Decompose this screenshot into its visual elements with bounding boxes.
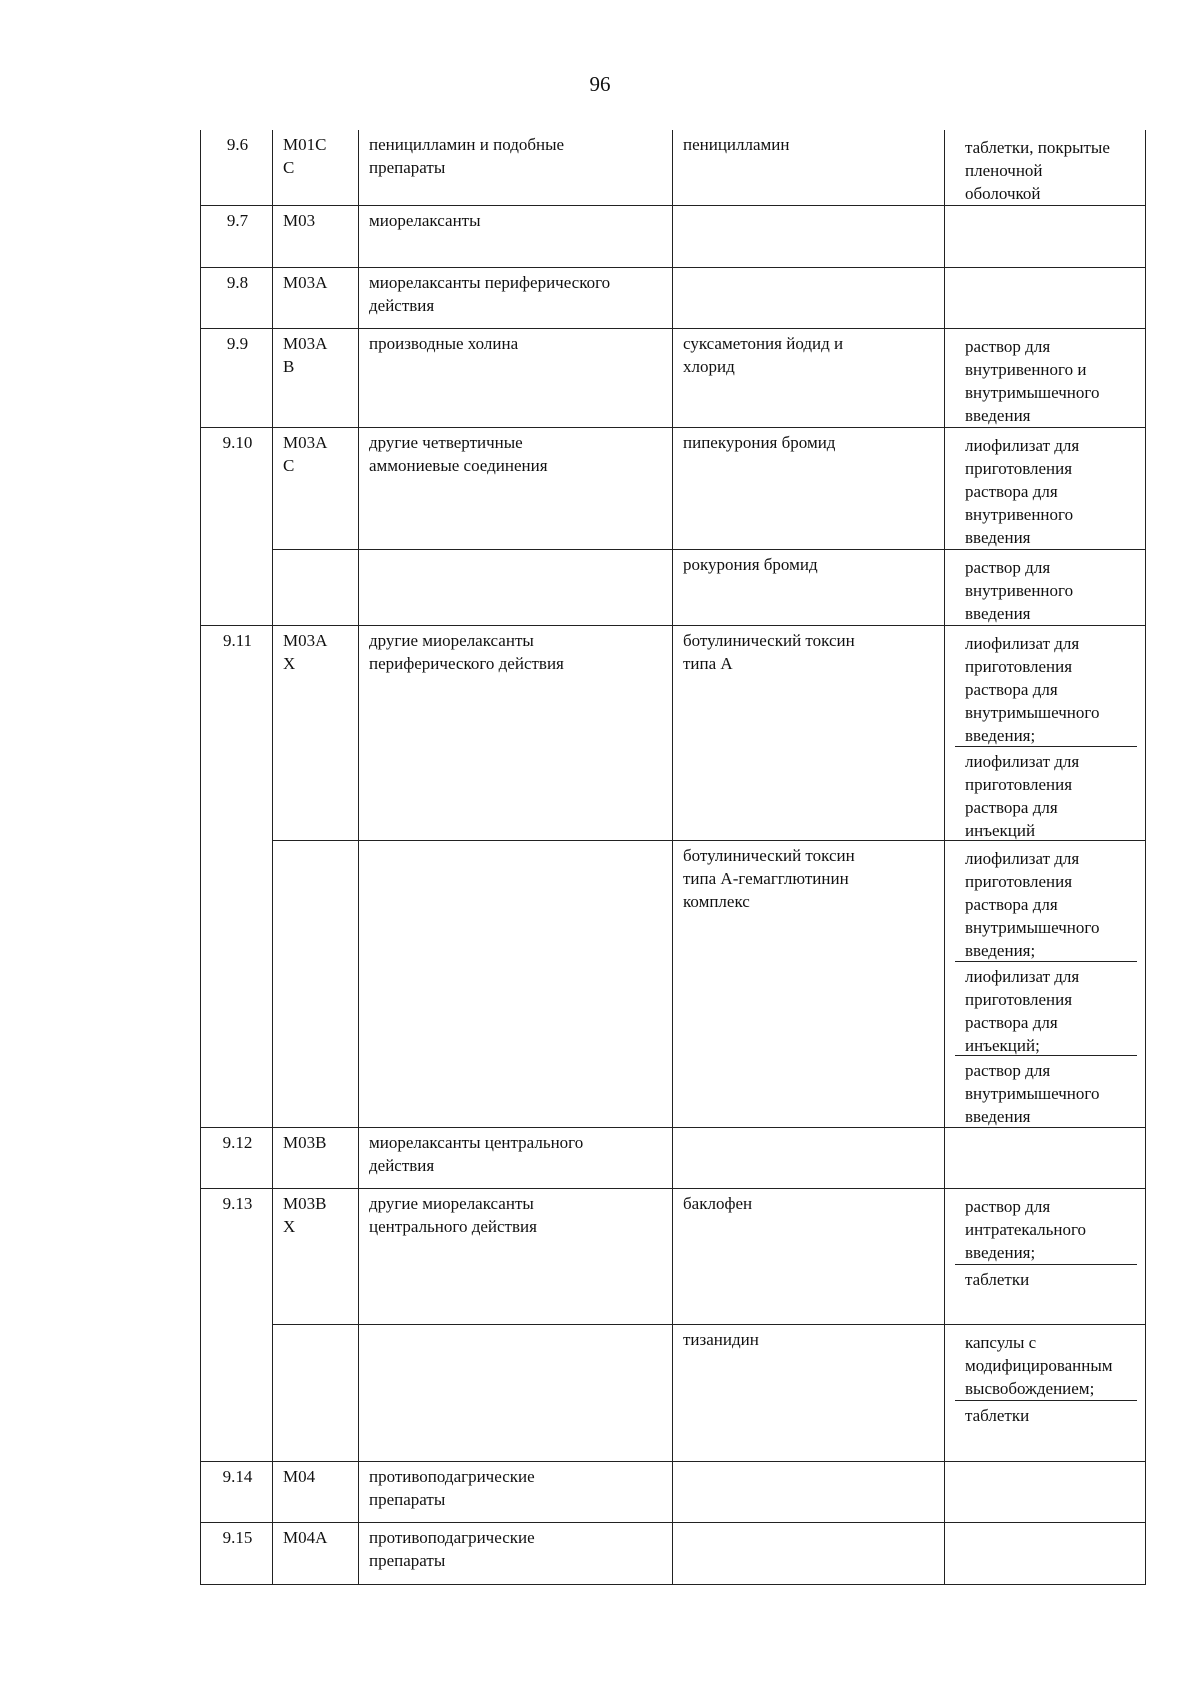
table-row (201, 1128, 1146, 1189)
atc-code: M03A B (273, 329, 359, 428)
dosage-form: таблетки (955, 1264, 1137, 1324)
dosage-form: лиофилизат для приготовления раствора для инъекций; (955, 961, 1137, 1055)
group-name (359, 1325, 673, 1462)
table-row (201, 1189, 1146, 1325)
row-number: 9.14 (201, 1462, 273, 1523)
table-row (201, 428, 1146, 550)
dosage-forms (945, 1523, 1146, 1585)
dosage-forms (945, 206, 1146, 268)
drug-name (673, 1128, 945, 1189)
table-row (201, 550, 1146, 626)
table-row (201, 206, 1146, 268)
dosage-form: раствор для внутривенного введения (965, 558, 1074, 623)
atc-code: M04 (273, 1462, 359, 1523)
atc-code: M01C C (273, 130, 359, 206)
page-number: 96 (589, 72, 611, 96)
dosage-form: таблетки (955, 1400, 1137, 1461)
group-name: миорелаксанты центрального действия (359, 1128, 673, 1189)
row-number: 9.13 (201, 1189, 273, 1462)
drug-name (673, 1523, 945, 1585)
atc-code: M03A X (273, 626, 359, 841)
row-number: 9.9 (201, 329, 273, 428)
drug-name: баклофен (673, 1189, 945, 1325)
dosage-form (955, 209, 1137, 212)
dosage-form: капсулы с модифицированным высвобождением; (965, 1333, 1113, 1398)
atc-code: M03 (273, 206, 359, 268)
dosage-forms (945, 1325, 1146, 1462)
dosage-form: лиофилизат для приготовления раствора для внутримышечного введения; (965, 634, 1100, 745)
group-name: другие миорелаксанты центрального действия (359, 1189, 673, 1325)
atc-code: M03A (273, 268, 359, 329)
dosage-form: раствор для внутримышечного введения (955, 1055, 1137, 1127)
atc-code (273, 550, 359, 626)
table-row (201, 1325, 1146, 1462)
table-row (201, 841, 1146, 1128)
dosage-form: раствор для внутривенного и внутримышечного введения (965, 337, 1100, 425)
dosage-forms (945, 550, 1146, 626)
group-name: другие четвертичные аммониевые соединения (359, 428, 673, 550)
drug-name (673, 1462, 945, 1523)
row-number: 9.15 (201, 1523, 273, 1585)
table-row (201, 1523, 1146, 1585)
table-row (201, 268, 1146, 329)
dosage-forms (945, 268, 1146, 329)
dosage-form (955, 1526, 1137, 1529)
row-number: 9.6 (201, 130, 273, 206)
drug-name: суксаметония йодид и хлорид (673, 329, 945, 428)
atc-code: M03B X (273, 1189, 359, 1325)
drug-name: пеницилламин (673, 130, 945, 206)
dosage-forms (945, 1462, 1146, 1523)
table-row (201, 329, 1146, 428)
row-number: 9.10 (201, 428, 273, 626)
drug-name (673, 206, 945, 268)
drug-name: пипекурония бромид (673, 428, 945, 550)
group-name: противоподагрические препараты (359, 1523, 673, 1585)
row-number: 9.7 (201, 206, 273, 268)
dosage-form: таблетки, покрытые пленочной оболочкой (965, 138, 1110, 203)
dosage-form: раствор для интратекального введения; (965, 1197, 1086, 1262)
group-name: миорелаксанты периферического действия (359, 268, 673, 329)
dosage-forms (945, 130, 1146, 206)
dosage-forms (945, 1189, 1146, 1325)
group-name (359, 841, 673, 1128)
table-row (201, 626, 1146, 841)
group-name: противоподагрические препараты (359, 1462, 673, 1523)
dosage-forms (945, 841, 1146, 1128)
atc-code: M03B (273, 1128, 359, 1189)
table-row (201, 130, 1146, 206)
drug-name: рокурония бромид (673, 550, 945, 626)
drug-name: ботулинический токсин типа A (673, 626, 945, 841)
table-row (201, 1462, 1146, 1523)
drug-name: тизанидин (673, 1325, 945, 1462)
drug-name (673, 268, 945, 329)
group-name: пеницилламин и подобные препараты (359, 130, 673, 206)
dosage-forms (945, 626, 1146, 841)
dosage-form: лиофилизат для приготовления раствора для инъекций (955, 746, 1137, 840)
row-number: 9.8 (201, 268, 273, 329)
row-number: 9.11 (201, 626, 273, 1128)
group-name: миорелаксанты (359, 206, 673, 268)
row-number: 9.12 (201, 1128, 273, 1189)
dosage-form (955, 1465, 1137, 1468)
dosage-form (955, 1131, 1137, 1134)
group-name: производные холина (359, 329, 673, 428)
dosage-form (955, 271, 1137, 274)
atc-code (273, 1325, 359, 1462)
atc-code: M04A (273, 1523, 359, 1585)
atc-code (273, 841, 359, 1128)
group-name (359, 550, 673, 626)
dosage-forms (945, 1128, 1146, 1189)
dosage-form: лиофилизат для приготовления раствора для внутривенного введения (965, 436, 1080, 547)
dosage-forms (945, 329, 1146, 428)
dosage-form: лиофилизат для приготовления раствора для внутримышечного введения; (965, 849, 1100, 960)
drug-name: ботулинический токсин типа A-гемагглютинин комплекс (673, 841, 945, 1128)
dosage-forms (945, 428, 1146, 550)
medication-table (200, 130, 1146, 1585)
group-name: другие миорелаксанты периферического действия (359, 626, 673, 841)
atc-code: M03A C (273, 428, 359, 550)
